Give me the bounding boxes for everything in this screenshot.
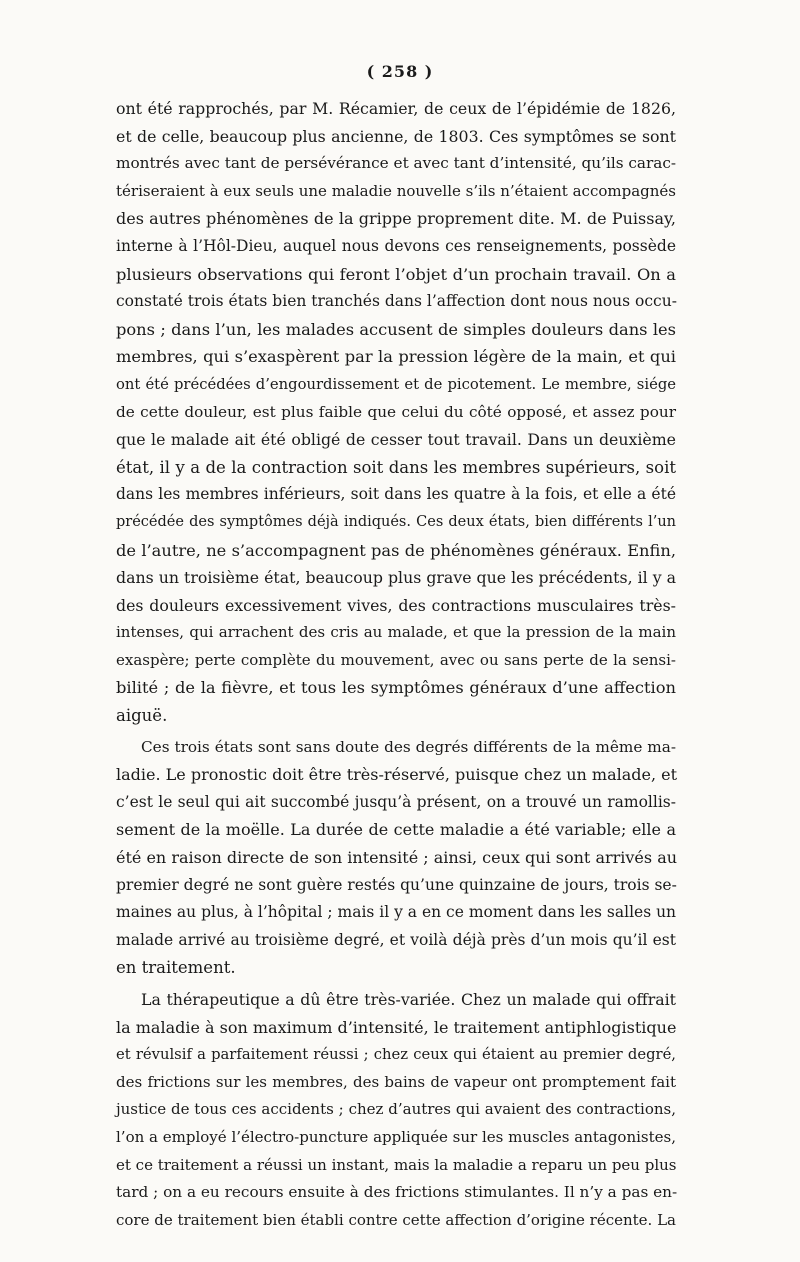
text-line: la maladie à son maximum d’intensité, le traitement antiphlogistique (116, 1017, 677, 1037)
text-line: exaspère; perte complète du mouvement, avec ou sans perte de la sensi- (116, 650, 676, 669)
text-line: interne à l’Hôl-Dieu, auquel nous devons ces renseignements, possède (116, 236, 676, 255)
text-line: des douleurs excessivement vives, des contractions musculaires très- (116, 595, 676, 615)
text-line: de cette douleur, est plus faible que celui du côté opposé, et assez pour (116, 402, 676, 421)
text-line: intenses, qui arrachent des cris au malade, et que la pression de la main (116, 623, 676, 642)
text-line: dans un troisième état, beaucoup plus grave que les précédents, il y a (116, 568, 676, 588)
page-number: ( 258 ) (366, 62, 434, 81)
text-line: été en raison directe de son intensité ; ainsi, ceux qui sont arrivés au (116, 848, 678, 868)
text-line: et de celle, beaucoup plus ancienne, de 1803. Ces symptômes se sont (116, 126, 676, 146)
body-text (116, 95, 676, 1234)
text-line: maines au plus, à l’hôpital ; mais il y a en ce moment dans les salles un (116, 903, 677, 922)
text-line: en traitement. (116, 958, 236, 978)
text-line: Ces trois états sont sans doute des degrés différents de la même ma- (141, 737, 676, 756)
text-line: tard ; on a eu recours ensuite à des frictions stimulantes. Il n’y a pas en- (116, 1183, 678, 1202)
paragraph (116, 95, 676, 730)
text-line: de l’autre, ne s’accompagnent pas de phénomènes généraux. Enfin, (116, 540, 676, 560)
text-line: précédée des symptômes déjà indiqués. Ces deux états, bien différents l’un (116, 513, 676, 530)
text-line: bilité ; de la fièvre, et tous les symptômes généraux d’une affection (116, 678, 676, 698)
text-line: et ce traitement a réussi un instant, mais la maladie a reparu un peu plus (116, 1155, 677, 1174)
text-line: des autres phénomènes de la grippe proprement dite. M. de Puissay, (116, 209, 676, 229)
text-line: premier degré ne sont guère restés qu’une quinzaine de jours, trois se- (116, 875, 677, 894)
text-line: des frictions sur les membres, des bains de vapeur ont promptement fait (116, 1072, 676, 1091)
text-line: ont été rapprochés, par M. Récamier, de ceux de l’épidémie de 1826, (116, 99, 676, 118)
text-line: justice de tous ces accidents ; chez d’autres qui avaient des contractions, (116, 1100, 676, 1119)
text-line: dans les membres inférieurs, soit dans les quatre à la fois, et elle a été (116, 485, 676, 504)
text-line: membres, qui s’exaspèrent par la pression légère de la main, et qui (116, 347, 676, 367)
text-line: constaté trois états bien tranchés dans l’affection dont nous nous occu- (116, 292, 677, 311)
text-line: tériseraient à eux seuls une maladie nouvelle s’ils n’étaient accompagnés (116, 181, 676, 200)
paragraph (116, 734, 676, 982)
text-line: c’est le seul qui ait succombé jusqu’à présent, on a trouvé un ramollis- (116, 792, 676, 811)
text-line: La thérapeutique a dû être très-variée. Chez un malade qui offrait (141, 990, 676, 1009)
text-line: ladie. Le pronostic doit être très-réservé, puisque chez un malade, et (116, 765, 678, 785)
text-line: montrés avec tant de persévérance et avec tant d’intensité, qu’ils carac- (116, 154, 677, 173)
paragraph (116, 986, 676, 1234)
text-line: aiguë. (116, 706, 168, 726)
text-line: l’on a employé l’électro-puncture appliquée sur les muscles antagonistes, (116, 1127, 676, 1146)
text-line: état, il y a de la contraction soit dans les membres supérieurs, soit (116, 457, 676, 477)
text-line: et révulsif a parfaitement réussi ; chez ceux qui étaient au premier degré, (116, 1046, 676, 1064)
text-line: que le malade ait été obligé de cesser tout travail. Dans un deuxième (116, 430, 676, 450)
text-line: sement de la moëlle. La durée de cette maladie a été variable; elle a (116, 820, 676, 840)
text-line: malade arrivé au troisième degré, et voilà déjà près d’un mois qu’il est (116, 930, 676, 949)
text-line: ont été précédées d’engourdissement et de picotement. Le membre, siége (116, 375, 676, 393)
text-line: core de traitement bien établi contre cette affection d’origine récente. La (116, 1210, 676, 1229)
text-line: pons ; dans l’un, les malades accusent de simples douleurs dans les (116, 319, 676, 339)
text-line: plusieurs observations qui feront l’objet d’un prochain travail. On a (116, 264, 676, 284)
